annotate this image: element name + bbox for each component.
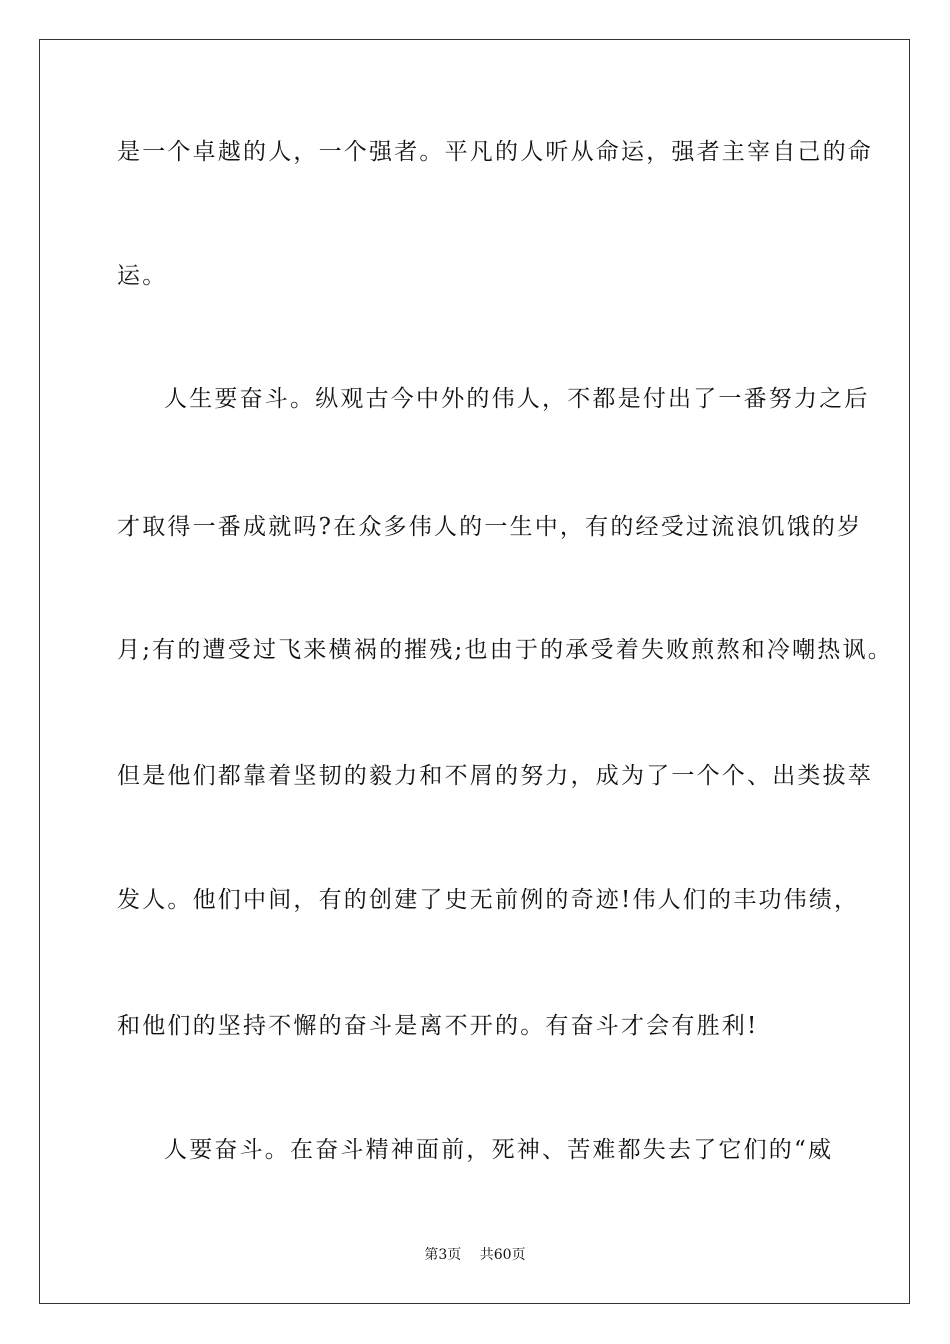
paragraph-start-line: 人生要奋斗。纵观古今中外的伟人，不都是付出了一番努力之后 [164, 386, 870, 412]
text-line: 是一个卓越的人，一个强者。平凡的人听从命运，强者主宰自己的命 [117, 139, 873, 165]
paragraph-start-line: 人要奋斗。在奋斗精神面前，死神、苦难都失去了它们的“威 [164, 1137, 834, 1163]
page-footer [0, 1246, 950, 1264]
text-line: 发人。他们中间，有的创建了史无前例的奇迹!伟人们的丰功伟绩， [117, 887, 860, 913]
text-line: 运。 [117, 263, 168, 289]
text-line: 才取得一番成就吗?在众多伟人的一生中，有的经受过流浪饥饿的岁 [117, 514, 863, 540]
text-line: 月;有的遭受过飞来横祸的摧残;也由于的承受着失败煎熬和冷嘲热讽。 [117, 637, 893, 663]
text-line: 但是他们都靠着坚韧的毅力和不屑的努力，成为了一个个、出类拔萃 [117, 763, 873, 789]
page-frame [39, 39, 910, 1304]
page-total: 共60页 [479, 1247, 526, 1263]
text-line: 和他们的坚持不懈的奋斗是离不开的。有奋斗才会有胜利! [117, 1013, 759, 1039]
page-number: 第3页 [424, 1247, 462, 1263]
